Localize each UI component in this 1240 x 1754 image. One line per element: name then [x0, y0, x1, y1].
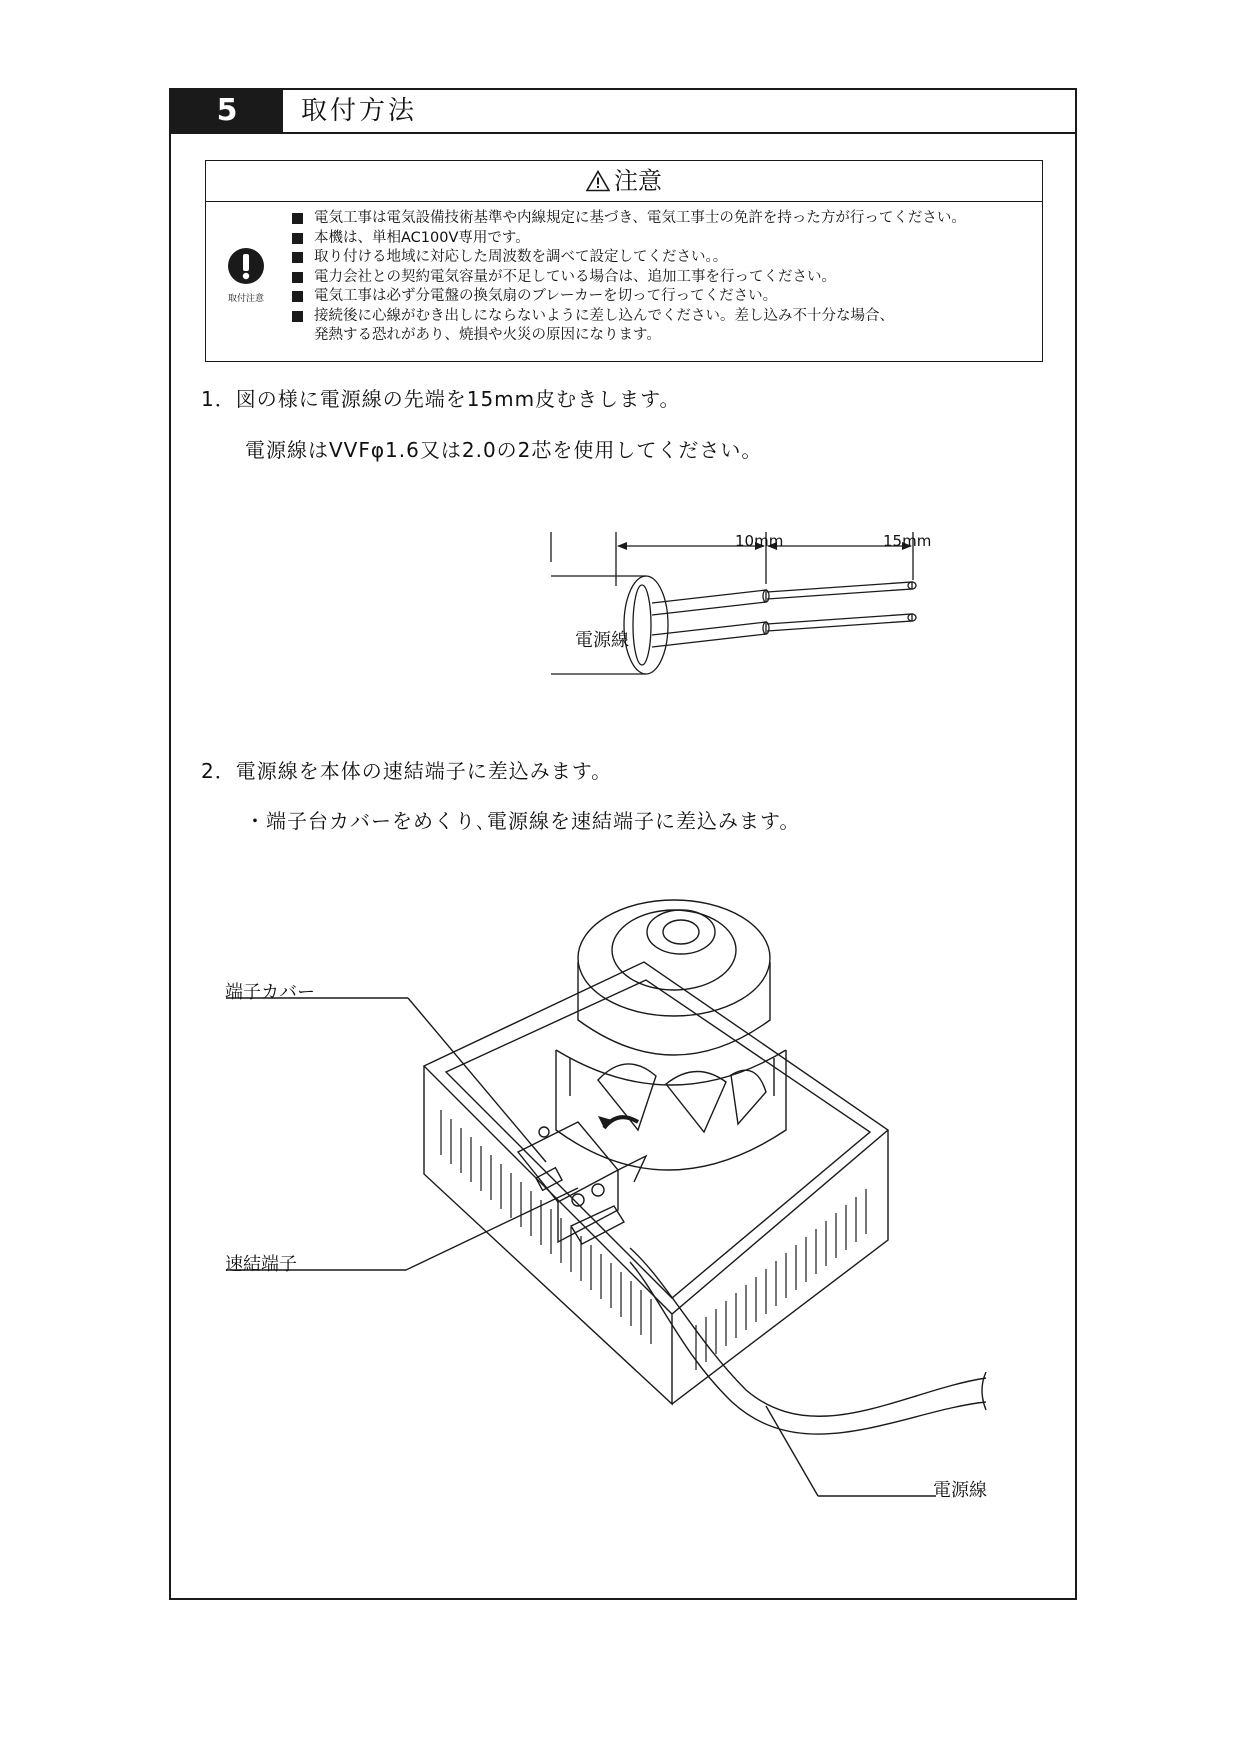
caution-item: 電気工事は必ず分電盤の換気扇のブレーカーを切って行ってください。: [290, 287, 1038, 307]
caution-list: [290, 209, 1038, 346]
caution-box: [205, 160, 1043, 362]
step1-heading: 1．図の様に電源線の先端を15mm皮むきします。: [201, 387, 681, 411]
dim-label-10mm: 10mm: [735, 532, 784, 550]
section-frame: [169, 88, 1077, 1600]
caution-icon-area: [206, 201, 286, 361]
caution-header: [206, 161, 1042, 202]
step2-note: ・端子台カバーをめくり､電源線を速結端子に差込みます。: [245, 809, 801, 833]
label-quick-terminal: 速結端子: [225, 1254, 297, 1275]
wire-label-diagram: 電源線: [575, 630, 629, 651]
label-power-cable: 電源線: [933, 1480, 987, 1501]
caution-item-continuation: 発熱する恐れがあり、焼損や火災の原因になります。: [314, 327, 661, 343]
section-number: 5: [171, 90, 283, 132]
dim-label-15mm: 15mm: [883, 532, 932, 550]
warning-triangle-icon: [586, 170, 610, 192]
caution-item: 接続後に心線がむき出しにならないように差し込んでください。差し込み不十分な場合、: [290, 307, 1038, 327]
caution-item: 電気工事は電気設備技術基準や内線規定に基づき、電気工事士の免許を持った方が行ってください。: [290, 209, 1038, 229]
caution-item: 取り付ける地域に対応した周波数を調べて設定してください。。: [290, 248, 1038, 268]
section-header: [171, 90, 1075, 134]
mandatory-exclamation-icon: [227, 247, 265, 285]
caution-icon-label: 取付注意: [227, 294, 264, 304]
fan-unit-illustration: [226, 870, 986, 1570]
label-terminal-cover: 端子カバー: [225, 982, 315, 1003]
caution-item: 本機は、単相AC100V専用です。: [290, 229, 1038, 249]
step1-note: 電源線はVVFφ1.6又は2.0の2芯を使用してください。: [245, 438, 763, 462]
step2-heading: 2．電源線を本体の速結端子に差込みます。: [201, 759, 613, 783]
caution-title: 注意: [614, 167, 662, 195]
section-title: 取付方法: [301, 96, 418, 126]
wire-strip-diagram: [551, 532, 971, 682]
caution-item: 電力会社との契約電気容量が不足している場合は、追加工事を行ってください。: [290, 268, 1038, 288]
